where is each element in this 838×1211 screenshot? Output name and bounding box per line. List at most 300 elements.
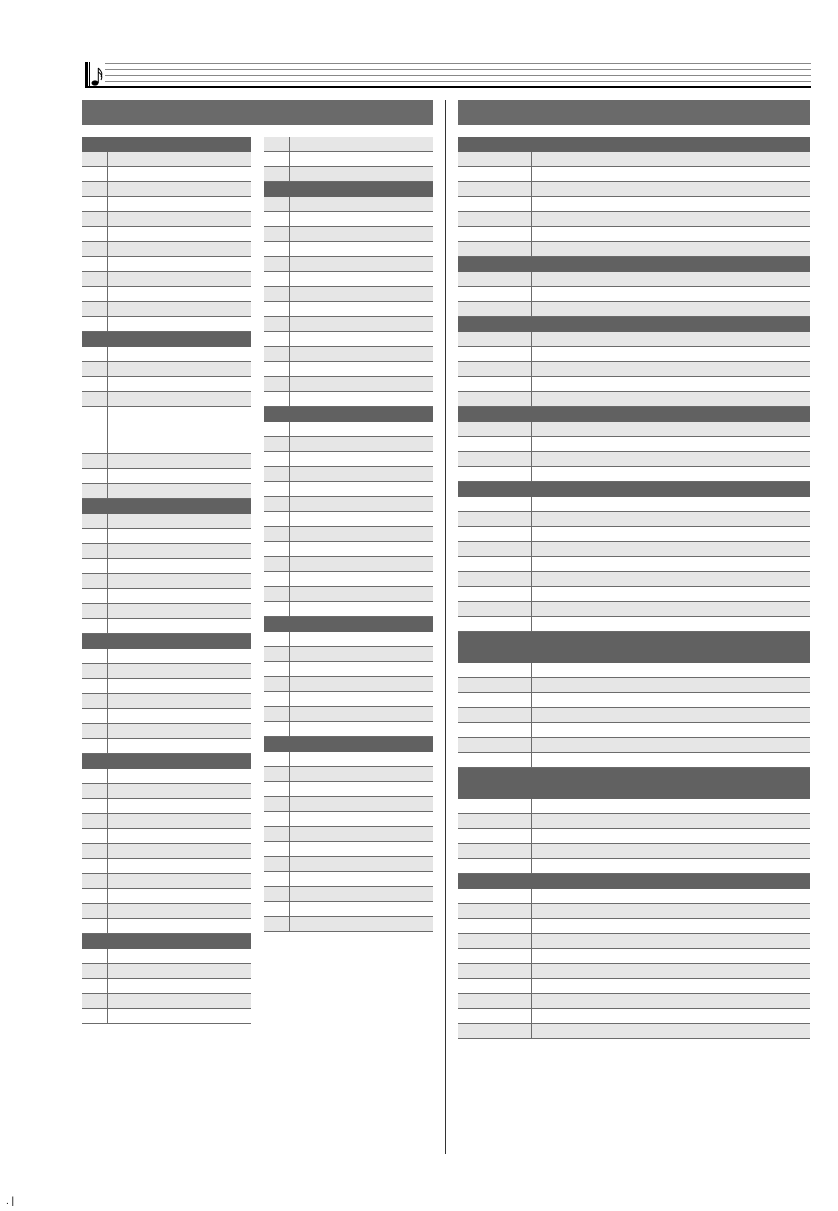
table-row <box>82 649 251 664</box>
table-row <box>264 917 433 932</box>
table-row <box>82 739 251 754</box>
table-row <box>82 377 251 392</box>
right-section-header <box>458 100 810 125</box>
number-cell <box>82 769 108 783</box>
table-row <box>264 797 433 812</box>
table-row <box>458 512 810 527</box>
number-cell <box>264 467 290 481</box>
table-row <box>82 724 251 739</box>
category-header <box>82 499 251 514</box>
category-header <box>458 407 810 422</box>
table-row <box>264 557 433 572</box>
number-cell <box>82 724 108 738</box>
number-cell <box>458 512 532 526</box>
number-cell <box>264 137 290 151</box>
table-column-1 <box>82 137 251 1024</box>
number-cell <box>264 512 290 526</box>
table-row <box>458 617 810 632</box>
table-row <box>82 242 251 257</box>
table-row <box>458 392 810 407</box>
category-header <box>458 137 810 152</box>
number-cell <box>458 242 532 256</box>
table-row <box>264 242 433 257</box>
table-row <box>82 604 251 619</box>
table-row <box>458 437 810 452</box>
table-row <box>82 212 251 227</box>
category-header <box>264 407 433 422</box>
table-row <box>458 844 810 859</box>
table-row <box>458 332 810 347</box>
table-row <box>264 482 433 497</box>
number-cell <box>264 482 290 496</box>
number-cell <box>458 332 532 346</box>
number-cell <box>82 392 108 406</box>
category-header <box>264 737 433 752</box>
table-row <box>82 979 251 994</box>
table-row <box>82 272 251 287</box>
table-row <box>82 829 251 844</box>
number-cell <box>82 167 108 181</box>
table-row <box>264 152 433 167</box>
table-row <box>458 663 810 678</box>
table-row <box>82 994 251 1009</box>
number-cell <box>458 542 532 556</box>
number-cell <box>458 663 532 677</box>
number-cell <box>264 722 290 736</box>
category-header <box>458 874 810 889</box>
table-row <box>264 302 433 317</box>
table-row <box>264 197 433 212</box>
number-cell <box>264 842 290 856</box>
table-row <box>264 542 433 557</box>
number-cell <box>82 649 108 663</box>
number-cell <box>458 467 532 481</box>
number-cell <box>264 557 290 571</box>
music-note-icon <box>85 62 105 86</box>
number-cell <box>458 602 532 616</box>
number-cell <box>458 422 532 436</box>
category-header <box>82 137 251 152</box>
table-row <box>264 572 433 587</box>
number-cell <box>458 949 532 963</box>
table-row <box>458 964 810 979</box>
number-cell <box>264 782 290 796</box>
number-cell <box>264 167 290 181</box>
table-row <box>458 979 810 994</box>
table-row <box>82 317 251 332</box>
table-row <box>82 859 251 874</box>
number-cell <box>82 694 108 708</box>
number-cell <box>82 604 108 618</box>
table-row <box>82 589 251 604</box>
table-row <box>458 212 810 227</box>
table-row <box>264 392 433 407</box>
number-cell <box>82 212 108 226</box>
number-cell <box>82 152 108 166</box>
table-row <box>458 1024 810 1039</box>
table-row <box>82 227 251 242</box>
number-cell <box>458 227 532 241</box>
table-row <box>458 167 810 182</box>
table-row <box>82 167 251 182</box>
table-row <box>458 557 810 572</box>
table-row <box>264 332 433 347</box>
number-cell <box>82 469 108 483</box>
number-cell <box>82 664 108 678</box>
table-row <box>82 844 251 859</box>
number-cell <box>82 257 108 271</box>
category-header <box>82 754 251 769</box>
number-cell <box>458 497 532 511</box>
number-cell <box>264 377 290 391</box>
table-row <box>458 859 810 874</box>
table-row <box>458 678 810 693</box>
category-header <box>264 617 433 632</box>
table-row <box>458 272 810 287</box>
number-cell <box>82 377 108 391</box>
number-cell <box>82 347 108 361</box>
table-row <box>458 934 810 949</box>
table-row <box>458 949 810 964</box>
number-cell <box>264 212 290 226</box>
number-cell <box>82 272 108 286</box>
table-row <box>82 709 251 724</box>
number-cell <box>458 723 532 737</box>
number-cell <box>264 692 290 706</box>
number-cell <box>82 679 108 693</box>
number-cell <box>264 257 290 271</box>
number-cell <box>458 994 532 1008</box>
table-row <box>82 949 251 964</box>
number-cell <box>458 362 532 376</box>
category-header <box>458 768 810 799</box>
table-row <box>264 452 433 467</box>
column-divider <box>445 100 446 1154</box>
number-cell <box>264 527 290 541</box>
number-cell <box>458 829 532 843</box>
table-column-3 <box>458 137 810 1039</box>
number-cell <box>264 242 290 256</box>
table-row <box>264 212 433 227</box>
number-cell <box>82 407 108 453</box>
table-row <box>82 694 251 709</box>
table-row <box>264 422 433 437</box>
number-cell <box>458 287 532 301</box>
table-row <box>82 874 251 889</box>
category-header <box>458 257 810 272</box>
number-cell <box>264 152 290 166</box>
number-cell <box>82 994 108 1008</box>
number-cell <box>264 872 290 886</box>
category-header <box>264 182 433 197</box>
number-cell <box>458 182 532 196</box>
number-cell <box>82 302 108 316</box>
number-cell <box>264 602 290 616</box>
number-cell <box>458 904 532 918</box>
number-cell <box>458 152 532 166</box>
number-cell <box>82 362 108 376</box>
number-cell <box>458 437 532 451</box>
number-cell <box>82 739 108 753</box>
number-cell <box>264 857 290 871</box>
table-row <box>82 574 251 589</box>
table-row <box>264 467 433 482</box>
table-row <box>458 347 810 362</box>
table-row <box>82 544 251 559</box>
number-cell <box>458 392 532 406</box>
number-cell <box>458 738 532 752</box>
table-row <box>82 784 251 799</box>
number-cell <box>82 529 108 543</box>
number-cell <box>264 902 290 916</box>
music-staff-header <box>85 60 811 90</box>
number-cell <box>82 829 108 843</box>
number-cell <box>458 377 532 391</box>
number-cell <box>82 574 108 588</box>
number-cell <box>82 559 108 573</box>
table-row <box>458 422 810 437</box>
table-row <box>264 662 433 677</box>
table-row <box>458 994 810 1009</box>
table-row <box>264 377 433 392</box>
number-cell <box>82 287 108 301</box>
number-cell <box>458 859 532 873</box>
table-row <box>264 827 433 842</box>
number-cell <box>82 889 108 903</box>
category-header <box>458 632 810 663</box>
table-row <box>458 904 810 919</box>
table-row <box>264 812 433 827</box>
table-row <box>82 964 251 979</box>
table-row <box>264 707 433 722</box>
table-row <box>458 753 810 768</box>
number-cell <box>82 859 108 873</box>
table-row <box>264 902 433 917</box>
number-cell <box>82 904 108 918</box>
table-row <box>458 197 810 212</box>
table-row <box>82 407 251 454</box>
table-row <box>458 287 810 302</box>
number-cell <box>458 212 532 226</box>
category-header <box>82 934 251 949</box>
number-cell <box>82 544 108 558</box>
table-column-2 <box>264 137 433 932</box>
number-cell <box>264 317 290 331</box>
number-cell <box>458 527 532 541</box>
table-row <box>264 167 433 182</box>
number-cell <box>264 302 290 316</box>
number-cell <box>82 227 108 241</box>
number-cell <box>458 753 532 767</box>
table-row <box>458 362 810 377</box>
category-header <box>458 482 810 497</box>
number-cell <box>264 332 290 346</box>
table-row <box>264 632 433 647</box>
table-row <box>264 317 433 332</box>
number-cell <box>264 767 290 781</box>
table-row <box>264 602 433 617</box>
number-cell <box>458 272 532 286</box>
number-cell <box>264 632 290 646</box>
table-row <box>82 1009 251 1024</box>
table-row <box>458 527 810 542</box>
table-row <box>82 529 251 544</box>
table-row <box>264 842 433 857</box>
number-cell <box>458 1009 532 1023</box>
table-row <box>264 137 433 152</box>
number-cell <box>264 437 290 451</box>
number-cell <box>264 797 290 811</box>
table-row <box>264 362 433 377</box>
category-header <box>458 317 810 332</box>
number-cell <box>458 919 532 933</box>
number-cell <box>264 452 290 466</box>
number-cell <box>458 557 532 571</box>
category-header <box>82 332 251 347</box>
number-cell <box>82 317 108 331</box>
table-row <box>264 527 433 542</box>
table-row <box>264 782 433 797</box>
table-row <box>264 437 433 452</box>
number-cell <box>82 484 108 498</box>
table-row <box>264 227 433 242</box>
table-row <box>264 497 433 512</box>
table-row <box>82 197 251 212</box>
number-cell <box>264 587 290 601</box>
table-row <box>82 769 251 784</box>
table-row <box>82 679 251 694</box>
number-cell <box>82 814 108 828</box>
number-cell <box>458 889 532 903</box>
table-row <box>264 692 433 707</box>
table-row <box>82 814 251 829</box>
number-cell <box>264 827 290 841</box>
number-cell <box>264 662 290 676</box>
table-row <box>82 257 251 272</box>
table-row <box>458 542 810 557</box>
number-cell <box>458 617 532 631</box>
number-cell <box>458 814 532 828</box>
number-cell <box>82 979 108 993</box>
number-cell <box>458 799 532 813</box>
number-cell <box>458 197 532 211</box>
number-cell <box>458 844 532 858</box>
table-row <box>82 182 251 197</box>
table-row <box>82 287 251 302</box>
table-row <box>458 227 810 242</box>
table-row <box>264 722 433 737</box>
table-row <box>458 693 810 708</box>
table-row <box>264 857 433 872</box>
table-row <box>458 738 810 753</box>
table-row <box>82 514 251 529</box>
number-cell <box>458 1024 532 1038</box>
number-cell <box>458 452 532 466</box>
table-row <box>458 889 810 904</box>
number-cell <box>82 454 108 468</box>
table-row <box>458 587 810 602</box>
table-row <box>264 752 433 767</box>
number-cell <box>82 799 108 813</box>
table-row <box>82 799 251 814</box>
number-cell <box>458 678 532 692</box>
number-cell <box>458 964 532 978</box>
table-row <box>82 919 251 934</box>
number-cell <box>264 227 290 241</box>
table-row <box>458 799 810 814</box>
table-row <box>82 454 251 469</box>
table-row <box>264 587 433 602</box>
table-row <box>264 887 433 902</box>
table-row <box>264 257 433 272</box>
table-row <box>82 484 251 499</box>
table-row <box>82 392 251 407</box>
table-row <box>458 152 810 167</box>
table-row <box>264 872 433 887</box>
number-cell <box>82 619 108 633</box>
number-cell <box>82 964 108 978</box>
number-cell <box>264 362 290 376</box>
number-cell <box>82 197 108 211</box>
number-cell <box>264 287 290 301</box>
number-cell <box>264 917 290 931</box>
number-cell <box>458 708 532 722</box>
table-row <box>458 242 810 257</box>
number-cell <box>82 589 108 603</box>
table-row <box>458 829 810 844</box>
number-cell <box>264 647 290 661</box>
table-row <box>458 602 810 617</box>
table-row <box>82 469 251 484</box>
table-row <box>264 677 433 692</box>
number-cell <box>264 812 290 826</box>
number-cell <box>82 949 108 963</box>
number-cell <box>264 542 290 556</box>
table-row <box>82 152 251 167</box>
table-row <box>82 904 251 919</box>
number-cell <box>458 347 532 361</box>
number-cell <box>264 887 290 901</box>
number-cell <box>82 514 108 528</box>
table-row <box>82 302 251 317</box>
number-cell <box>264 197 290 211</box>
table-row <box>264 272 433 287</box>
number-cell <box>264 677 290 691</box>
number-cell <box>264 497 290 511</box>
number-cell <box>82 784 108 798</box>
number-cell <box>458 302 532 316</box>
table-row <box>264 767 433 782</box>
table-row <box>264 347 433 362</box>
number-cell <box>82 919 108 933</box>
number-cell <box>82 242 108 256</box>
table-row <box>458 497 810 512</box>
number-cell <box>458 572 532 586</box>
number-cell <box>458 167 532 181</box>
number-cell <box>82 844 108 858</box>
page-footer-mark: . | <box>6 1196 15 1207</box>
number-cell <box>264 272 290 286</box>
number-cell <box>264 752 290 766</box>
table-row <box>264 287 433 302</box>
table-row <box>82 559 251 574</box>
number-cell <box>264 392 290 406</box>
number-cell <box>82 182 108 196</box>
table-row <box>458 572 810 587</box>
number-cell <box>264 572 290 586</box>
number-cell <box>458 979 532 993</box>
number-cell <box>82 1009 108 1023</box>
